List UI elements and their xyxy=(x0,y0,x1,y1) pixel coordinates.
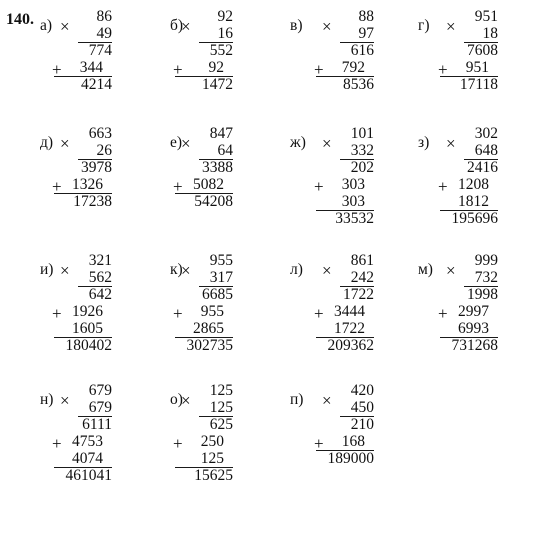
problem-label: о) xyxy=(170,391,183,408)
plus-sign: + xyxy=(173,304,183,323)
problem-label: к) xyxy=(170,261,183,278)
problem-label: д) xyxy=(40,134,54,151)
problem-label: г) xyxy=(418,17,430,34)
partial-product: 951 xyxy=(465,59,489,76)
rule-line xyxy=(175,76,233,77)
partial-product: 6111 xyxy=(82,416,112,433)
plus-sign: + xyxy=(173,177,183,196)
plus-sign: + xyxy=(314,304,324,323)
rule-line xyxy=(464,286,498,287)
result-value: 731268 xyxy=(451,337,498,354)
multiply-sign: × xyxy=(446,261,456,280)
partial-product: 1208 xyxy=(458,176,489,193)
partial-product: 6685 xyxy=(202,286,233,303)
factor-value: 125 xyxy=(209,382,233,399)
partial-product: 3978 xyxy=(81,159,112,176)
result-value: 4214 xyxy=(81,76,112,93)
result-value: 461041 xyxy=(65,467,112,484)
factor-value: 999 xyxy=(474,252,498,269)
multiply-sign: × xyxy=(60,391,70,410)
partial-product: 92 xyxy=(208,59,224,76)
partial-product: 1998 xyxy=(467,286,498,303)
rule-line xyxy=(54,76,112,77)
factor-value: 101 xyxy=(350,125,374,142)
partial-product: 792 xyxy=(341,59,365,76)
plus-sign: + xyxy=(173,60,183,79)
result-value: 17118 xyxy=(459,76,498,93)
factor-value: 16 xyxy=(217,25,233,42)
partial-product: 303 xyxy=(341,176,365,193)
factor-value: 97 xyxy=(358,25,374,42)
plus-sign: + xyxy=(438,60,448,79)
rule-line xyxy=(54,337,112,338)
multiply-sign: × xyxy=(60,17,70,36)
partial-product: 4074 xyxy=(72,450,103,467)
partial-product: 7608 xyxy=(467,42,498,59)
multiply-sign: × xyxy=(60,134,70,153)
factor-value: 420 xyxy=(350,382,374,399)
problem-label: н) xyxy=(40,391,54,408)
rule-line xyxy=(175,337,233,338)
plus-sign: + xyxy=(173,434,183,453)
partial-product: 250 xyxy=(200,433,224,450)
partial-product: 168 xyxy=(341,433,365,450)
factor-value: 86 xyxy=(96,8,112,25)
partial-product: 1722 xyxy=(343,286,374,303)
rule-line xyxy=(316,76,374,77)
factor-value: 302 xyxy=(474,125,498,142)
partial-product: 2997 xyxy=(458,303,489,320)
rule-line xyxy=(78,416,112,417)
plus-sign: + xyxy=(438,304,448,323)
rule-line xyxy=(316,337,374,338)
result-value: 54208 xyxy=(194,193,233,210)
plus-sign: + xyxy=(314,434,324,453)
result-value: 189000 xyxy=(327,450,374,467)
multiply-sign: × xyxy=(322,134,332,153)
rule-line xyxy=(340,416,374,417)
rule-line xyxy=(199,286,233,287)
partial-product: 1812 xyxy=(458,193,489,210)
factor-value: 332 xyxy=(350,142,374,159)
problem-label: а) xyxy=(40,17,53,34)
rule-line xyxy=(175,467,233,468)
factor-value: 125 xyxy=(209,399,233,416)
problem-label: м) xyxy=(418,261,433,278)
plus-sign: + xyxy=(52,177,62,196)
rule-line xyxy=(316,450,374,451)
rule-line xyxy=(440,337,498,338)
multiply-sign: × xyxy=(181,17,191,36)
factor-value: 648 xyxy=(474,142,498,159)
multiply-sign: × xyxy=(322,261,332,280)
factor-value: 732 xyxy=(474,269,498,286)
factor-value: 679 xyxy=(88,399,112,416)
rule-line xyxy=(78,159,112,160)
result-value: 17238 xyxy=(73,193,112,210)
rule-line xyxy=(340,286,374,287)
multiply-sign: × xyxy=(60,261,70,280)
partial-product: 344 xyxy=(79,59,103,76)
multiply-sign: × xyxy=(322,17,332,36)
factor-value: 663 xyxy=(88,125,112,142)
rule-line xyxy=(199,42,233,43)
factor-value: 847 xyxy=(209,125,233,142)
factor-value: 951 xyxy=(474,8,498,25)
partial-product: 642 xyxy=(88,286,112,303)
multiply-sign: × xyxy=(181,134,191,153)
factor-value: 955 xyxy=(209,252,233,269)
factor-value: 49 xyxy=(96,25,112,42)
result-value: 302735 xyxy=(186,337,233,354)
partial-product: 6993 xyxy=(458,320,489,337)
partial-product: 125 xyxy=(200,450,224,467)
rule-line xyxy=(340,159,374,160)
partial-product: 3388 xyxy=(202,159,233,176)
plus-sign: + xyxy=(438,177,448,196)
partial-product: 1326 xyxy=(72,176,103,193)
result-value: 180402 xyxy=(65,337,112,354)
factor-value: 562 xyxy=(88,269,112,286)
partial-product: 1605 xyxy=(72,320,103,337)
plus-sign: + xyxy=(52,304,62,323)
multiply-sign: × xyxy=(181,261,191,280)
partial-product: 4753 xyxy=(72,433,103,450)
partial-product: 625 xyxy=(209,416,233,433)
factor-value: 92 xyxy=(217,8,233,25)
partial-product: 5082 xyxy=(193,176,224,193)
factor-value: 450 xyxy=(350,399,374,416)
partial-product: 774 xyxy=(88,42,112,59)
partial-product: 955 xyxy=(200,303,224,320)
problem-label: л) xyxy=(290,261,303,278)
partial-product: 2416 xyxy=(467,159,498,176)
rule-line xyxy=(78,42,112,43)
factor-value: 679 xyxy=(88,382,112,399)
rule-line xyxy=(175,193,233,194)
factor-value: 861 xyxy=(350,252,374,269)
exercise-number: 140. xyxy=(6,11,34,28)
plus-sign: + xyxy=(314,177,324,196)
rule-line xyxy=(54,467,112,468)
partial-product: 2865 xyxy=(193,320,224,337)
rule-line xyxy=(78,286,112,287)
factor-value: 242 xyxy=(350,269,374,286)
result-value: 195696 xyxy=(451,210,498,227)
factor-value: 18 xyxy=(482,25,498,42)
factor-value: 88 xyxy=(358,8,374,25)
result-value: 33532 xyxy=(335,210,374,227)
multiply-sign: × xyxy=(446,134,456,153)
problem-label: б) xyxy=(170,17,184,34)
partial-product: 552 xyxy=(209,42,233,59)
partial-product: 202 xyxy=(350,159,374,176)
factor-value: 26 xyxy=(96,142,112,159)
rule-line xyxy=(440,210,498,211)
plus-sign: + xyxy=(52,434,62,453)
partial-product: 616 xyxy=(350,42,374,59)
rule-line xyxy=(54,193,112,194)
multiply-sign: × xyxy=(181,391,191,410)
result-value: 1472 xyxy=(202,76,233,93)
partial-product: 3444 xyxy=(334,303,365,320)
partial-product: 1722 xyxy=(334,320,365,337)
problem-label: в) xyxy=(290,17,303,34)
rule-line xyxy=(464,159,498,160)
partial-product: 210 xyxy=(350,416,374,433)
factor-value: 64 xyxy=(217,142,233,159)
problem-label: е) xyxy=(170,134,183,151)
rule-line xyxy=(340,42,374,43)
problem-label: ж) xyxy=(290,134,306,151)
factor-value: 317 xyxy=(209,269,233,286)
result-value: 209362 xyxy=(327,337,374,354)
rule-line xyxy=(440,76,498,77)
problem-label: з) xyxy=(418,134,430,151)
rule-line xyxy=(199,159,233,160)
result-value: 15625 xyxy=(194,467,233,484)
rule-line xyxy=(464,42,498,43)
problem-label: п) xyxy=(290,391,304,408)
partial-product: 1926 xyxy=(72,303,103,320)
partial-product: 303 xyxy=(341,193,365,210)
plus-sign: + xyxy=(52,60,62,79)
multiply-sign: × xyxy=(446,17,456,36)
rule-line xyxy=(199,416,233,417)
multiply-sign: × xyxy=(322,391,332,410)
rule-line xyxy=(316,210,374,211)
factor-value: 321 xyxy=(88,252,112,269)
result-value: 8536 xyxy=(343,76,374,93)
plus-sign: + xyxy=(314,60,324,79)
problem-label: и) xyxy=(40,261,54,278)
